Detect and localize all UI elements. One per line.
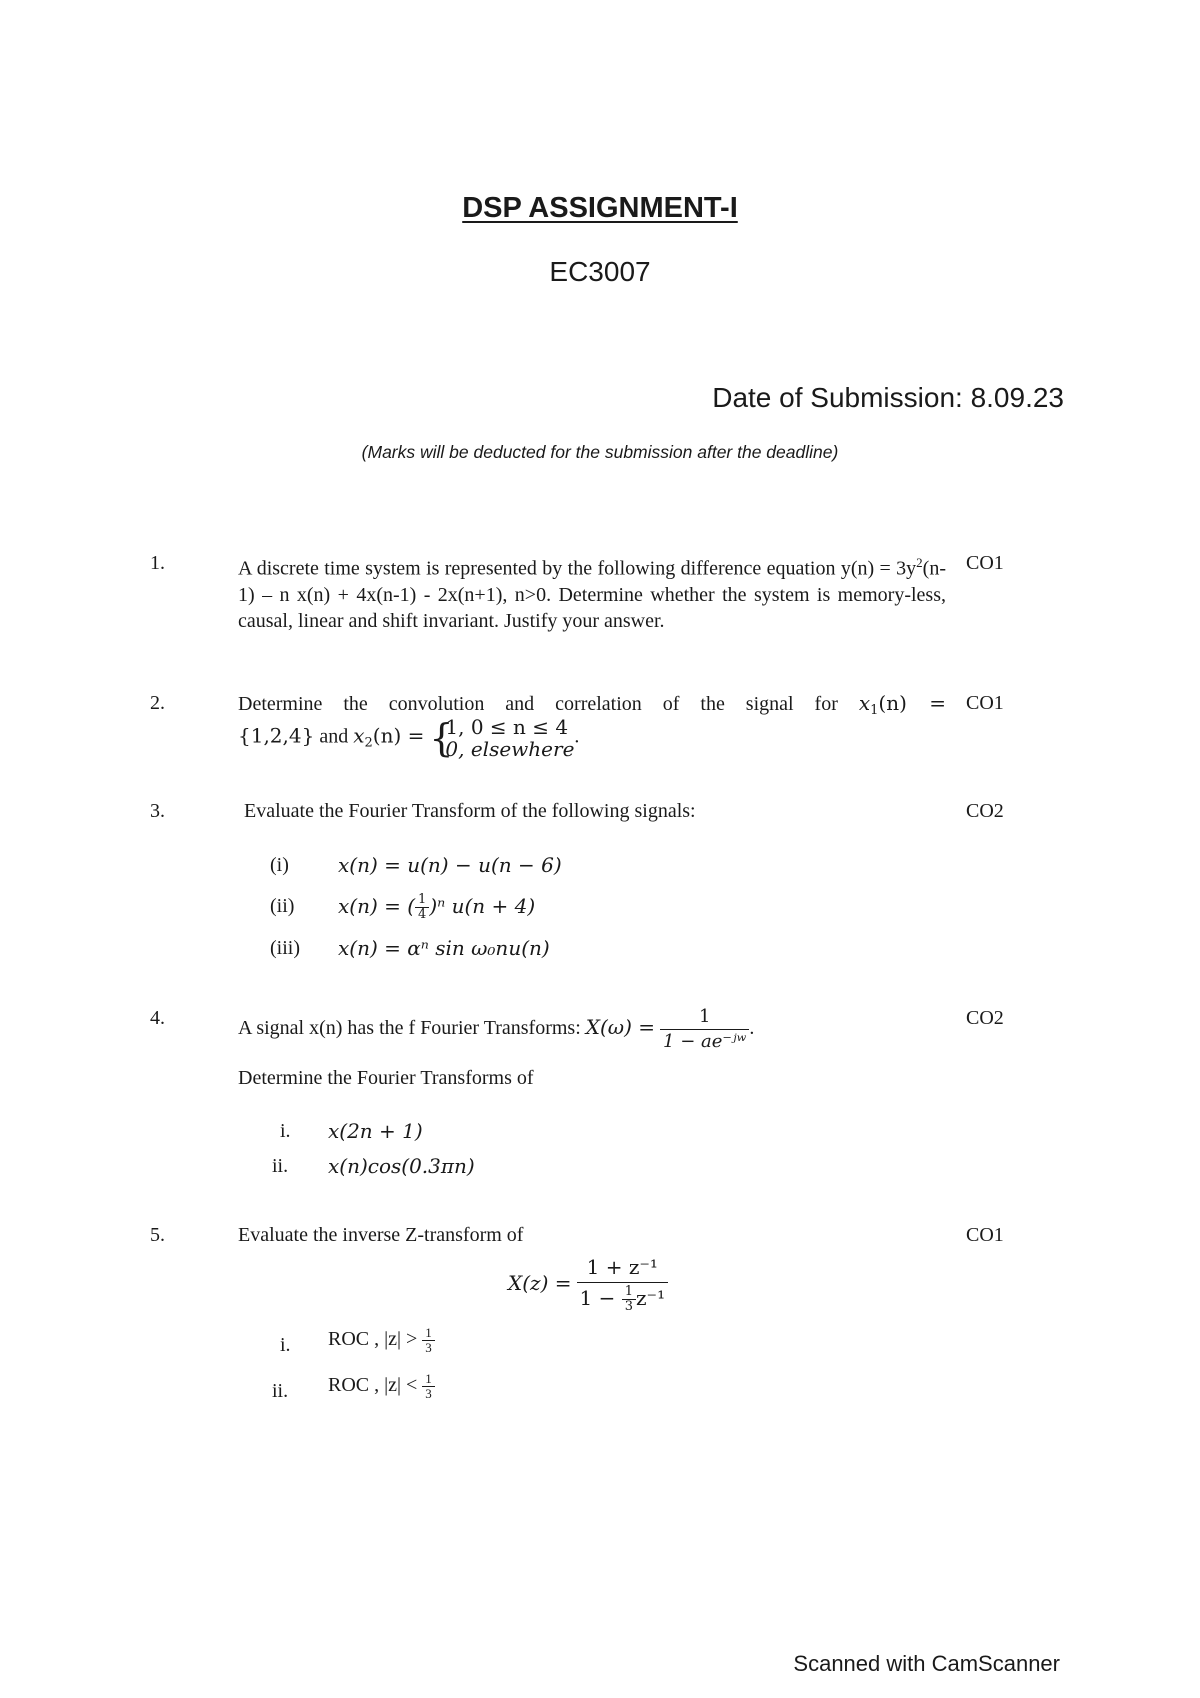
q3-item-3-label: (iii) — [270, 937, 300, 959]
question-5-number: 5. — [150, 1224, 165, 1246]
question-1-number: 1. — [150, 552, 165, 574]
question-3-number: 3. — [150, 800, 165, 822]
q4-item-2-expr: x(n)cos(0.3πn) — [328, 1154, 475, 1178]
question-4-number: 4. — [150, 1007, 165, 1029]
deadline-note: (Marks will be deducted for the submission after the deadline) — [361, 442, 839, 462]
question-1-co: CO1 — [966, 552, 1004, 574]
submission-date: Date of Submission: 8.09.23 — [712, 382, 1064, 413]
question-2-number: 2. — [150, 692, 165, 714]
q3-item-1-expr: x(n) = u(n) − u(n − 6) — [338, 853, 562, 877]
document-title: DSP ASSIGNMENT-I — [462, 192, 738, 224]
question-4-text2: Determine the Fourier Transforms of — [238, 1067, 534, 1089]
question-2-line1: Determine the convolution and correlation of the signal for $x_1(n)$ = — [238, 691, 946, 718]
piecewise-definition: { 1, 0 ≤ n ≤ 4 0, elsewhere — [429, 715, 575, 761]
question-1-text: A discrete time system is represented by the following difference equation $y(n) = 3y^2(n-1) - n$ x(n) + 4x(n-1) - 2x(n+1), n>0. Determine whether the system is memory-less, causal, linear and shift invariant. Justify your answer. — [238, 555, 946, 632]
question-3-co: CO2 — [966, 800, 1004, 822]
question-5-co: CO1 — [966, 1224, 1004, 1246]
camscanner-watermark: Scanned with CamScanner — [793, 1651, 1060, 1676]
course-code: EC3007 — [549, 256, 651, 287]
question-3-text: Evaluate the Fourier Transform of the following signals: — [244, 800, 696, 822]
q3-item-1-label: (i) — [270, 854, 289, 876]
question-2-line2: {1,2,4} and $x_2(n)$ = { 1, 0 ≤ n ≤ 4 0, elsewhere . — [238, 715, 580, 761]
q5-item-2-label: ii. — [272, 1380, 289, 1402]
q4-item-1-label: i. — [280, 1120, 291, 1142]
q5-item-1-label: i. — [280, 1334, 291, 1356]
q4-fourier-fraction: $\frac{1}{\text{1 − ae⁻ʲʷ}}$ — [660, 1005, 749, 1054]
q4-item-1-expr: x(2n + 1) — [328, 1119, 423, 1143]
q3-item-3-expr: x(n) = αⁿ sin ω₀nu(n) — [338, 936, 550, 960]
question-4-co: CO2 — [966, 1007, 1004, 1029]
q5-z-transform: X(z) = 1 + z⁻¹ 1 − $\frac{1}{3}$ z⁻¹ — [508, 1252, 668, 1314]
question-2-co: CO1 — [966, 692, 1004, 714]
q5-item-2-expr: ROC , |z| < $\frac{1}{3}$ — [328, 1372, 435, 1401]
question-4-text: A signal x(n) has the f Fourier Transforms: X(ω) = $\frac{1}{\text{1 − ae⁻ʲʷ}}$ . — [238, 1006, 755, 1052]
q5-item-1-expr: ROC , |z| > $\frac{1}{3}$ — [328, 1326, 435, 1355]
question-5-text: Evaluate the inverse Z-transform of — [238, 1224, 524, 1246]
q3-item-2-expr: x(n) = ( $\frac{1}{4}$ )ⁿ u(n + 4) — [338, 892, 536, 922]
q3-item-2-label: (ii) — [270, 895, 295, 917]
q4-item-2-label: ii. — [272, 1155, 289, 1177]
